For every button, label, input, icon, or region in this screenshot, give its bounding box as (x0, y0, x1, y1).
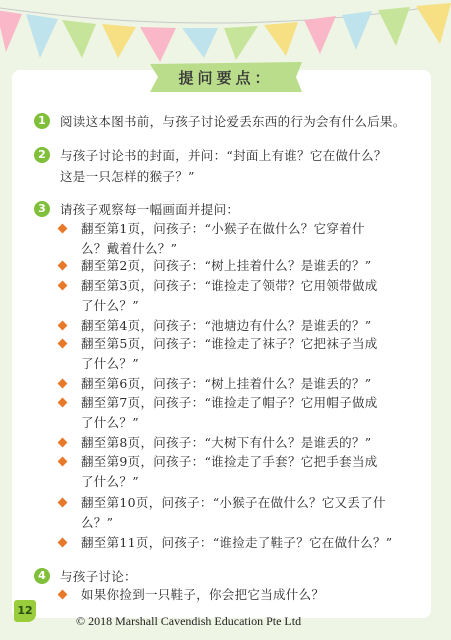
section-text-line: 这是一只怎样的猴子？” (60, 169, 195, 184)
list-item-text: 了什么？” (81, 297, 139, 313)
list-item-text: 如果你捡到一只鞋子，你会把它当成什么？ (81, 587, 325, 602)
page-number: 12 (14, 600, 36, 622)
section-number: 1 (34, 113, 50, 129)
list-item-text: 翻至第3页，问孩子：“谁捡走了领带？它用领带做成 (81, 278, 378, 293)
list-item-text: 了什么？” (81, 355, 139, 371)
list-item-text: 翻至第11页，问孩子：“谁捡走了鞋子？它在做什么？” (81, 535, 393, 550)
list-item-text: 了什么？” (81, 414, 139, 430)
list-item-text: 翻至第6页，问孩子：“树上挂着什么？是谁丢的？” (81, 376, 372, 391)
bunting-decoration (0, 0, 451, 62)
section-number: 4 (34, 568, 50, 584)
section-number: 2 (34, 147, 50, 163)
section-text: 请孩子观察每一幅画面并提问： (60, 202, 240, 217)
list-item-text: 翻至第10页，问孩子：“小猴子在做什么？它又丢了什 (81, 495, 386, 510)
section-number: 3 (34, 201, 50, 217)
list-item-text: 翻至第4页，问孩子：“池塘边有什么？是谁丢的？” (81, 318, 372, 333)
list-item-text: 么？” (81, 514, 114, 530)
list-item-text: 翻至第5页，问孩子：“谁捡走了袜子？它把袜子当成 (81, 336, 378, 351)
section-text: 与孩子讨论： (60, 569, 137, 584)
list-item-text: 么？戴着什么？” (81, 240, 178, 256)
page-title: 提问要点： (178, 69, 274, 87)
section-text (60, 145, 430, 187)
copyright-notice: © 2018 Marshall Cavendish Education Pte Ltd (76, 614, 302, 628)
list-item-text: 翻至第2页，问孩子：“树上挂着什么？是谁丢的？” (81, 258, 372, 273)
section-text-line: 与孩子讨论书的封面，并问：“封面上有谁？它在做什么？ (60, 148, 387, 163)
list-item-text: 翻至第9页，问孩子：“谁捡走了手套？它把手套当成 (81, 454, 378, 469)
section-text: 阅读这本图书前，与孩子讨论爱丢东西的行为会有什么后果。 (60, 114, 406, 129)
list-item-text: 翻至第7页，问孩子：“谁捡走了帽子？它用帽子做成 (81, 395, 378, 410)
list-item-text: 翻至第1页，问孩子：“小猴子在做什么？它穿着什 (81, 221, 365, 236)
list-item-text: 翻至第8页，问孩子：“大树下有什么？是谁丢的？” (81, 435, 372, 450)
list-item-text: 了什么？” (81, 473, 139, 489)
